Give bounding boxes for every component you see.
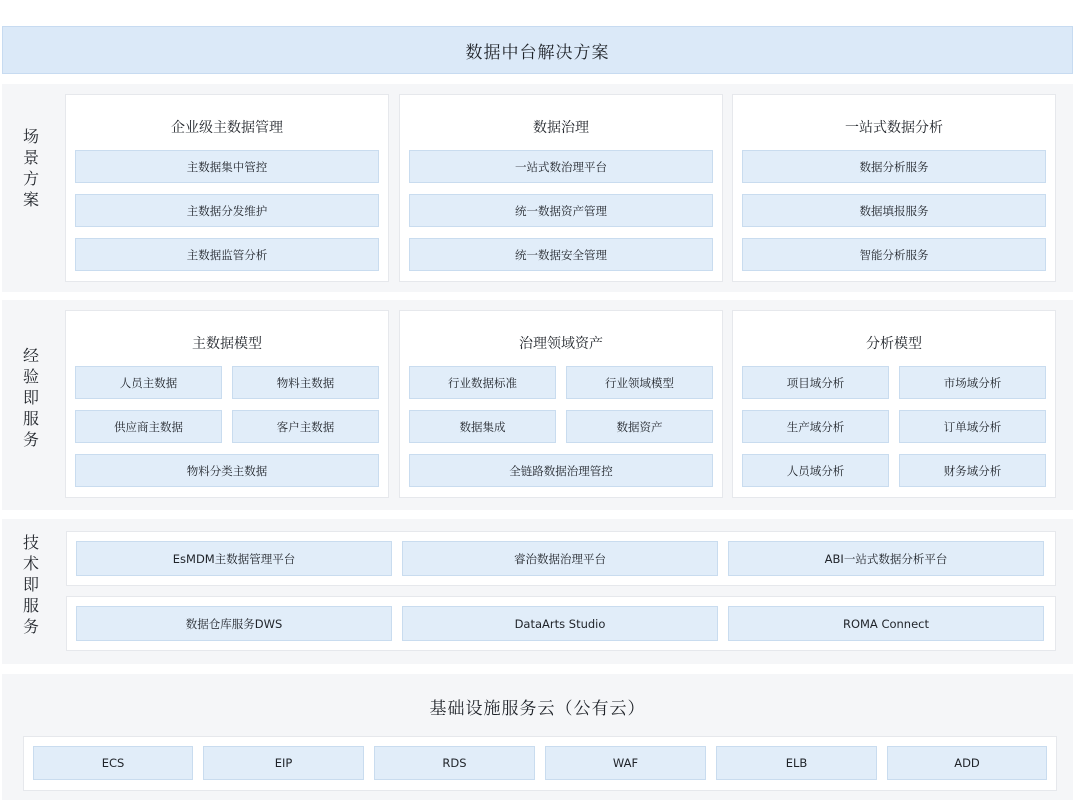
item-box: 数据资产 <box>566 410 713 443</box>
item-box: 供应商主数据 <box>75 410 222 443</box>
item-box: 睿治数据治理平台 <box>402 541 718 576</box>
item-box: 数据填报服务 <box>742 194 1046 227</box>
item-box: 物料主数据 <box>232 366 379 399</box>
item-box: 数据分析服务 <box>742 150 1046 183</box>
card-title: 数据治理 <box>533 120 589 136</box>
section-label-scenario: 场景方案 <box>22 127 39 209</box>
solution-title: 数据中台解决方案 <box>2 26 1073 74</box>
item-box: ELB <box>716 746 877 780</box>
item-box: RDS <box>374 746 535 780</box>
item-box: EsMDM主数据管理平台 <box>76 541 392 576</box>
item-box: EIP <box>203 746 364 780</box>
card-title: 一站式数据分析 <box>845 120 943 136</box>
item-box: 全链路数据治理管控 <box>409 454 713 487</box>
card-title: 治理领域资产 <box>519 336 603 352</box>
item-box: 客户主数据 <box>232 410 379 443</box>
item-box: 市场域分析 <box>899 366 1046 399</box>
item-box: 生产域分析 <box>742 410 889 443</box>
item-box: 行业数据标准 <box>409 366 556 399</box>
item-box: 主数据监管分析 <box>75 238 379 271</box>
item-box: ADD <box>887 746 1047 780</box>
item-box: 订单域分析 <box>899 410 1046 443</box>
item-box: 物料分类主数据 <box>75 454 379 487</box>
item-box: DataArts Studio <box>402 606 718 641</box>
item-box: 项目域分析 <box>742 366 889 399</box>
section-label-technology: 技术即服务 <box>22 533 39 636</box>
section-label-experience: 经验即服务 <box>22 346 39 449</box>
item-box: WAF <box>545 746 706 780</box>
item-box: ABI一站式数据分析平台 <box>728 541 1044 576</box>
item-box: ECS <box>33 746 193 780</box>
item-box: 人员主数据 <box>75 366 222 399</box>
item-box: 一站式数治理平台 <box>409 150 713 183</box>
item-box: 主数据集中管控 <box>75 150 379 183</box>
card-title: 主数据模型 <box>192 336 262 352</box>
infrastructure-title: 基础设施服务云（公有云） <box>429 699 646 719</box>
card-title: 分析模型 <box>866 336 922 352</box>
item-box: 统一数据安全管理 <box>409 238 713 271</box>
item-box: 主数据分发维护 <box>75 194 379 227</box>
item-box: 智能分析服务 <box>742 238 1046 271</box>
item-box: 数据集成 <box>409 410 556 443</box>
item-box: 财务域分析 <box>899 454 1046 487</box>
item-box: ROMA Connect <box>728 606 1044 641</box>
item-box: 行业领域模型 <box>566 366 713 399</box>
item-box: 统一数据资产管理 <box>409 194 713 227</box>
item-box: 数据仓库服务DWS <box>76 606 392 641</box>
item-box: 人员域分析 <box>742 454 889 487</box>
card-title: 企业级主数据管理 <box>171 120 283 136</box>
